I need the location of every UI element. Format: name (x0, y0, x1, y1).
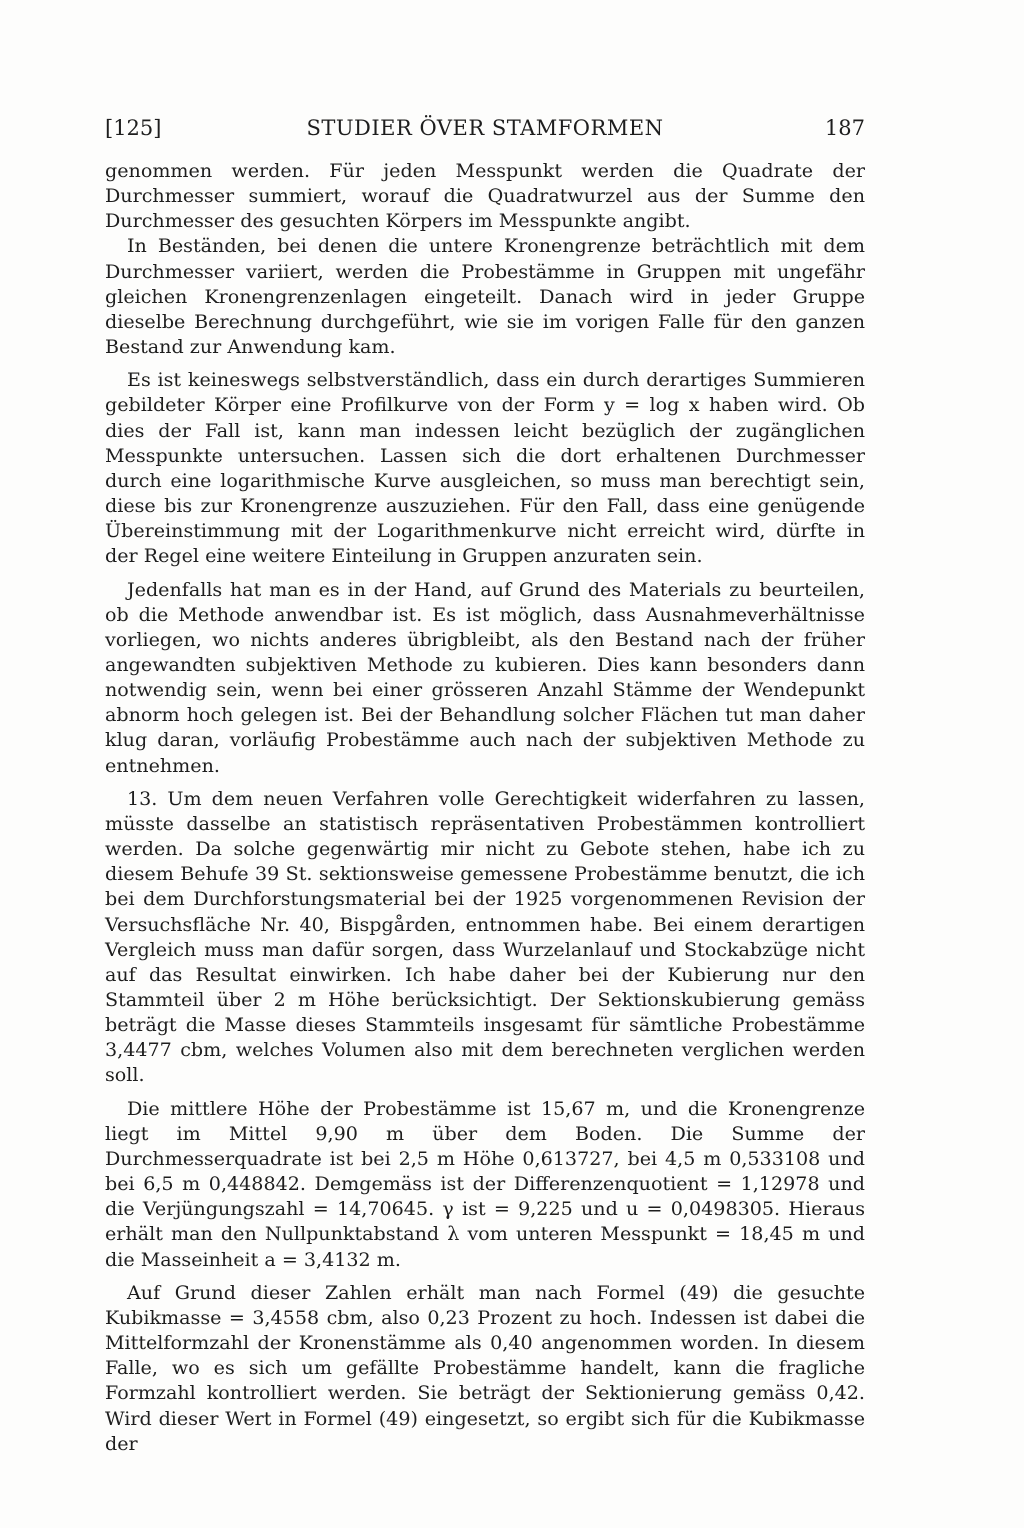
paragraph-formel-49: Auf Grund dieser Zahlen erhält man nach Formel (49) die gesuchte Kubikmasse = 3,4558 cbm, also 0,23 Prozent zu hoch. Indessen ist dabei die Mittelformzahl der Kronenstämme als 0,40 angenommen worden. In diesem Falle, wo es sich um gefällte Probestämme handelt, kann die fragliche Formzahl kontrolliert werden. Sie beträgt der Sektionierung gemäss 0,42. Wird dieser Wert in Formel (49) eingesetzt, so ergibt sich für die Kubikmasse der (105, 1280, 865, 1455)
page-header (105, 116, 865, 150)
section-reference: [125] (105, 116, 162, 140)
paragraph-bestaende: In Beständen, bei denen die untere Kronengrenze beträchtlich mit dem Durchmesser variiert, werden die Probestämme in Gruppen mit ungefähr gleichen Kronengrenzenlagen eingeteilt. Danach wird in jeder Gruppe dieselbe Berechnung durchgeführt, wie sie im vorigen Falle für den ganzen Bestand zur Anwendung kam. (105, 234, 865, 359)
paragraph-methode: Jedenfalls hat man es in der Hand, auf Grund des Materials zu beurteilen, ob die Methode anwendbar ist. Es ist möglich, dass Ausnahmeverhältnisse vorliegen, wo nichts anderes übrigbleibt, als den Bestand nach der früher angewandten subjektiven Methode zu kubieren. Dies kann besonders dann notwendig sein, wenn bei einer grösseren Anzahl Stämme der Wendepunkt abnorm hoch gelegen ist. Bei der Behandlung solcher Flächen tut man daher klug daran, vorläufig Probestämme auch nach der subjektiven Methode zu entnehmen. (105, 577, 865, 777)
paragraph-continuation: genommen werden. Für jeden Messpunkt werden die Quadrate der Durchmesser summiert, worauf die Quadratwurzel aus der Summe den Durchmesser des gesuchten Körpers im Messpunkte angibt. (105, 159, 865, 233)
page-number: 187 (824, 116, 865, 140)
paragraph-mittlere-hoehe: Die mittlere Höhe der Probestämme ist 15,67 m, und die Kronengrenze liegt im Mittel 9,90 m über dem Boden. Die Summe der Durchmesserquadrate ist bei 2,5 m Höhe 0,613727, bei 4,5 m 0,533108 und bei 6,5 m 0,448842. Demgemäss ist der Differenzenquotient = 1,12978 und die Verjüngungszahl = 14,70645. γ ist = 9,225 und u = 0,0498305. Hieraus erhält man den Nullpunktabstand λ vom unteren Messpunkt = 18,45 m und die Masseinheit a = 3,4132 m. (105, 1096, 865, 1271)
paragraph-profilkurve: Es ist keineswegs selbstverständlich, dass ein durch derartiges Summieren gebildeter Körper eine Profilkurve von der Form y = log x haben wird. Ob dies der Fall ist, kann man indessen leicht bezüglich der zugänglichen Messpunkte untersuchen. Lassen sich die dort erhaltenen Durchmesser durch eine logarithmische Kurve ausgleichen, so muss man berechtigt sein, diese bis zur Kronengrenze auszuziehen. Für den Fall, dass eine genügende Übereinstimmung mit der Logarithmenkurve nicht erreicht wird, dürfte in der Regel eine weitere Einteilung in Gruppen anzuraten sein. (105, 368, 865, 568)
running-title: STUDIER ÖVER STAMFORMEN (306, 116, 664, 140)
body-text (105, 158, 865, 1456)
paragraph-section-13: 13. Um dem neuen Verfahren volle Gerechtigkeit widerfahren zu lassen, müsste dasselbe an statistisch repräsentativen Probestämmen kontrolliert werden. Da solche gegenwärtig mir nicht zu Gebote stehen, habe ich zu diesem Behufe 39 St. sektionsweise gemessene Probestämme benutzt, die ich bei dem Durchforstungsmaterial bei der 1925 vorgenommenen Revision der Versuchsfläche Nr. 40, Bispgården, entnommen habe. Bei einem derartigen Vergleich muss man dafür sorgen, dass Wurzelanlauf und Stockabzüge nicht auf das Resultat einwirken. Ich habe daher bei der Kubierung nur den Stammteil über 2 m Höhe berücksichtigt. Der Sektionskubierung gemäss beträgt die Masse dieses Stammteils insgesamt für sämtliche Probestämme 3,4477 cbm, welches Volumen also mit dem berechneten verglichen werden soll. (105, 786, 865, 1087)
